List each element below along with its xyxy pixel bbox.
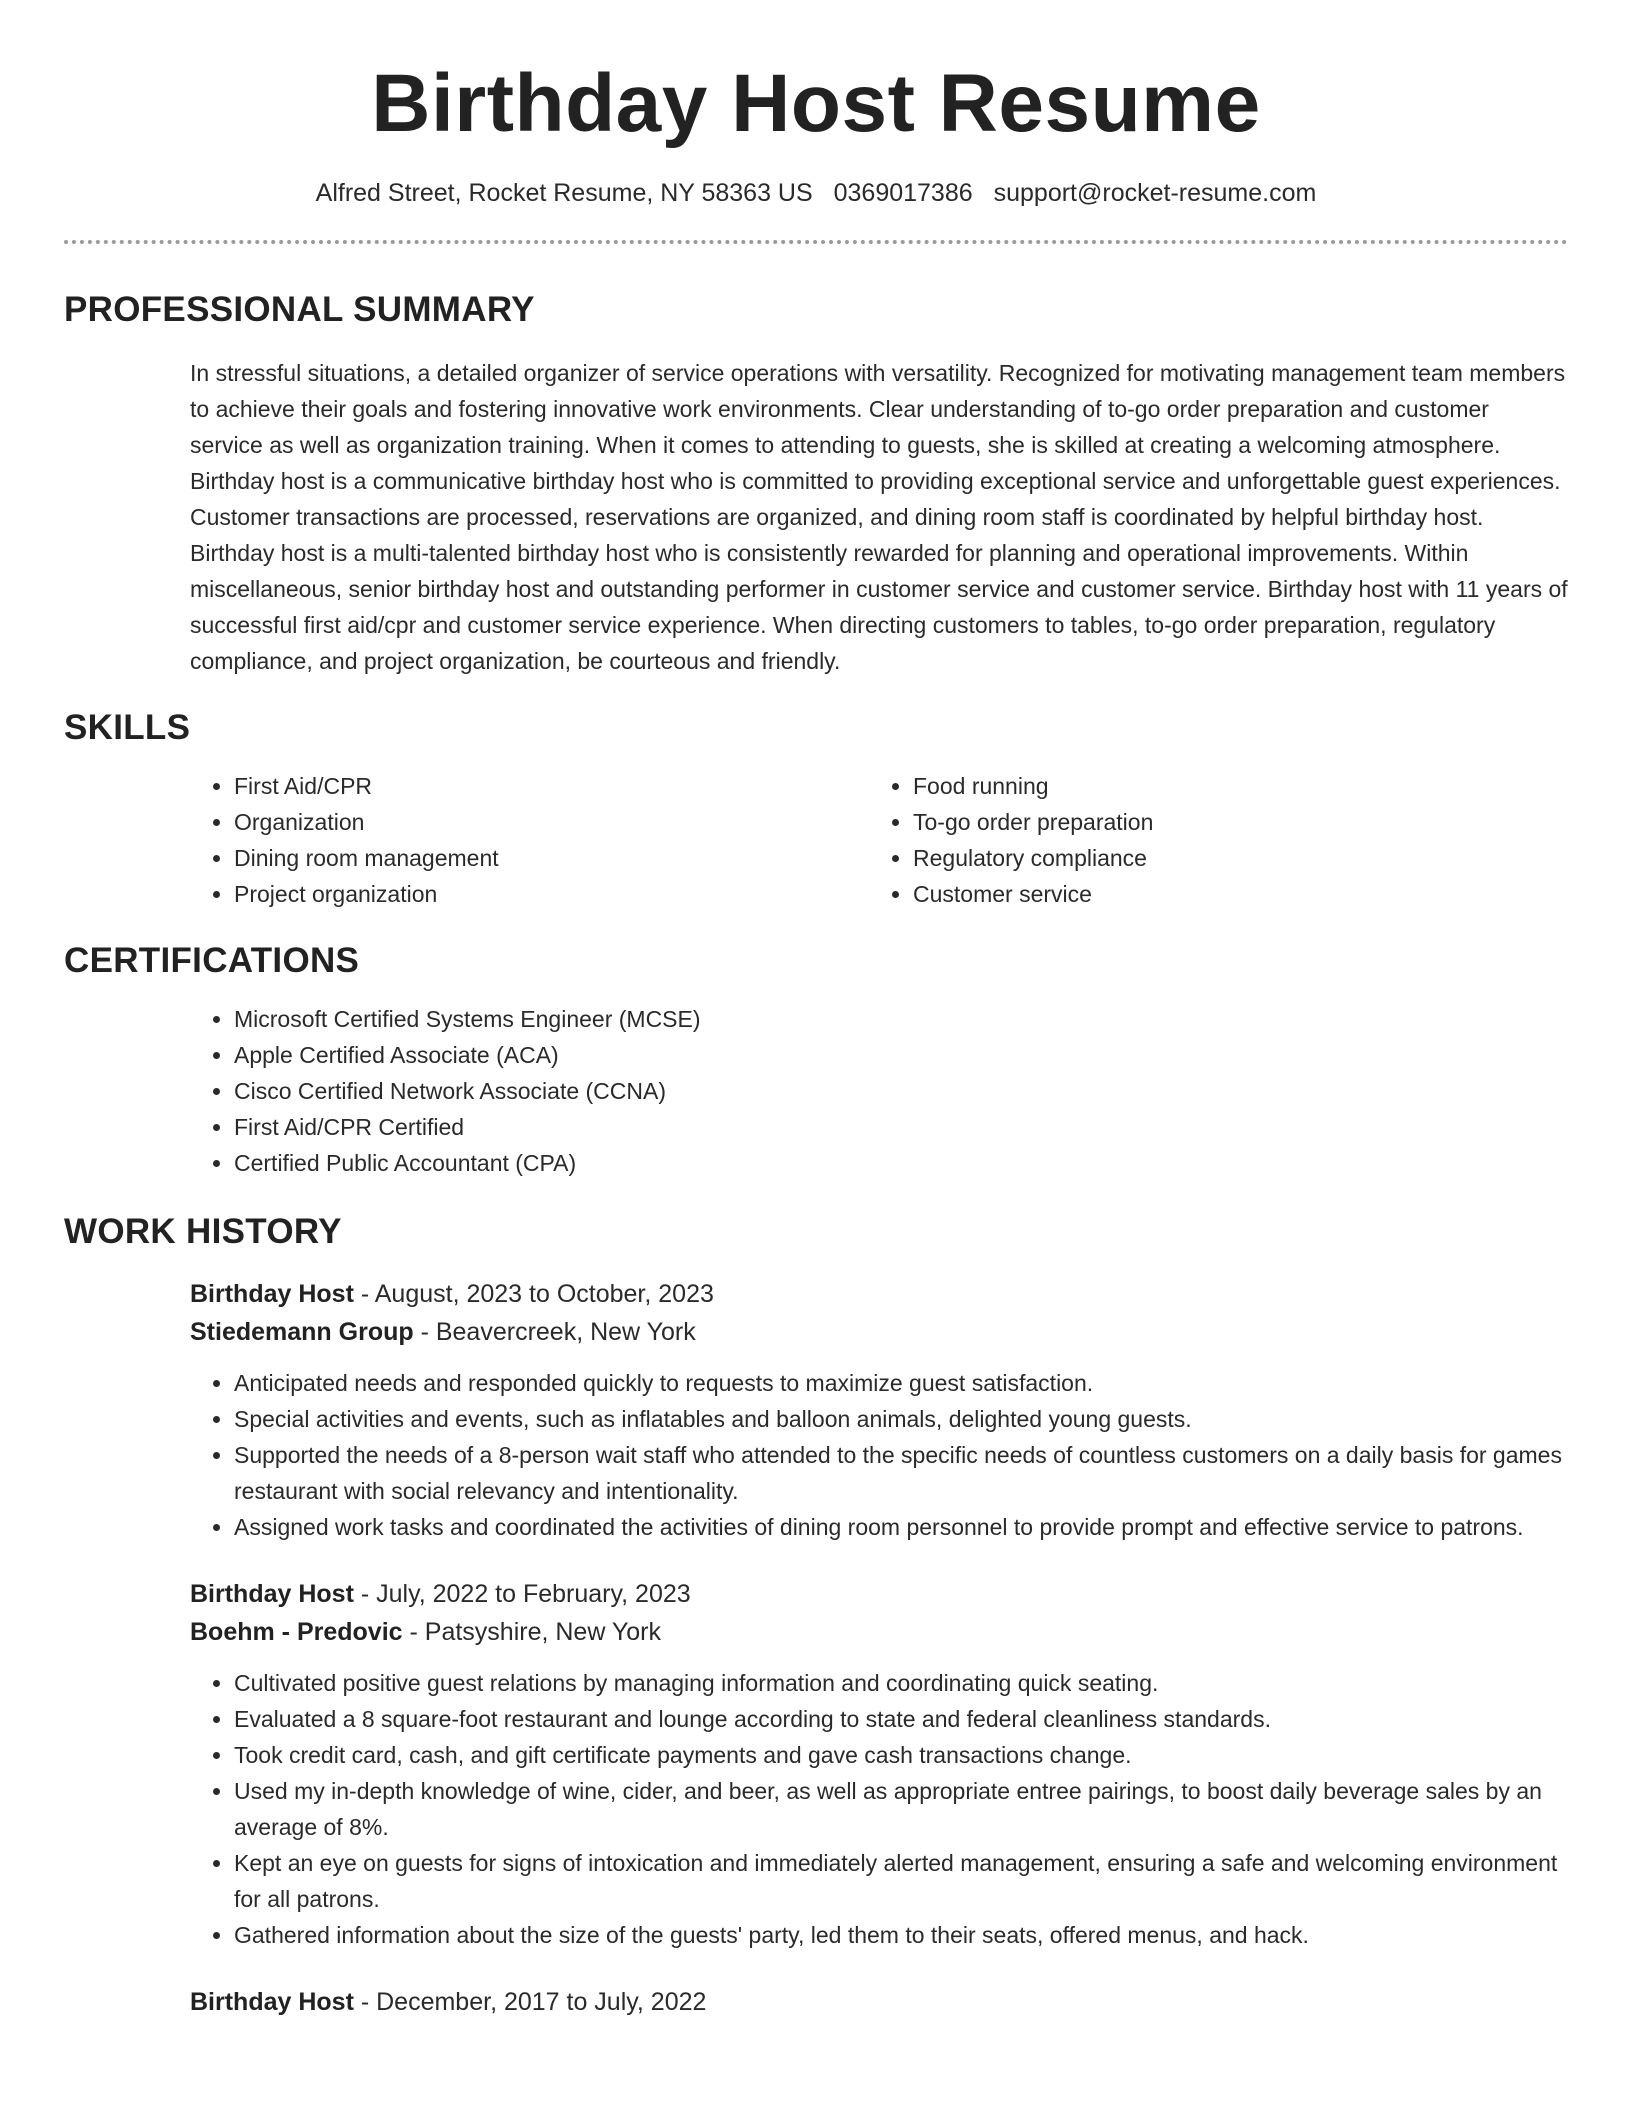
- summary-text: In stressful situations, a detailed organizer of service operations with versatility. Recognized for motivating management team members to achieve their goals and fostering innovative work environments. Clear understanding of to-go order preparation and customer service as well as organization training. When it comes to attending to guests, she is skilled at creating a welcoming atmosphere. Birthday host is a communicative birthday host who is committed to providing exceptional service and unforgettable guest experiences. Customer transactions are processed, reservations are organized, and dining room staff is coordinated by helpful birthday host. Birthday host is a multi-talented birthday host who is consistently rewarded for planning and operational improvements. Within miscellaneous, senior birthday host and outstanding performer in customer service and customer service. Birthday host with 11 years of successful first aid/cpr and customer service experience. When directing customers to tables, to-go order preparation, regulatory compliance, and project organization, be courteous and friendly.: [190, 360, 1568, 674]
- certifications-list: [190, 1001, 1568, 1181]
- section-title-certifications: CERTIFICATIONS: [64, 941, 360, 980]
- job-role: Birthday Host: [190, 1988, 354, 2016]
- contact-email: support@rocket-resume.com: [993, 179, 1317, 207]
- job-role-line: [190, 1275, 1568, 1313]
- job-dates: - August, 2023 to October, 2023: [353, 1280, 714, 1308]
- job-dates: - July, 2022 to February, 2023: [353, 1580, 691, 1608]
- skill-item: • Customer service: [913, 876, 1548, 912]
- resume-title: Birthday Host Resume: [371, 58, 1261, 149]
- job-entry: [190, 1575, 1568, 1953]
- certification-item: • Cisco Certified Network Associate (CCNA): [234, 1073, 1568, 1109]
- job-company: Boehm - Predovic: [190, 1618, 403, 1646]
- job-company: Stiedemann Group: [190, 1318, 414, 1346]
- skill-item: • Organization: [234, 804, 869, 840]
- job-bullet: • Used my in-depth knowledge of wine, cider, and beer, as well as appropriate entree pairings, to boost daily beverage sales by an average of 8%.: [234, 1773, 1568, 1845]
- job-role: Birthday Host: [190, 1280, 354, 1308]
- job-role-line: [190, 1575, 1568, 1613]
- job-bullet: • Took credit card, cash, and gift certificate payments and gave cash transactions change.: [234, 1737, 1568, 1773]
- job-company-line: [190, 1313, 1568, 1351]
- job-dates: - December, 2017 to July, 2022: [353, 1988, 707, 2016]
- job-company-line: [190, 1613, 1568, 1651]
- section-title-work-history: WORK HISTORY: [64, 1212, 342, 1251]
- skill-item: • Dining room management: [234, 840, 869, 876]
- section-title-summary: PROFESSIONAL SUMMARY: [64, 290, 535, 329]
- job-role: Birthday Host: [190, 1580, 354, 1608]
- skill-item: • Regulatory compliance: [913, 840, 1548, 876]
- job-bullet: • Evaluated a 8 square-foot restaurant and lounge according to state and federal cleanliness standards.: [234, 1701, 1568, 1737]
- job-bullet: • Special activities and events, such as inflatables and balloon animals, delighted young guests.: [234, 1401, 1568, 1437]
- job-bullet: • Supported the needs of a 8-person wait staff who attended to the specific needs of countless customers on a daily basis for games restaurant with social relevancy and intentionality.: [234, 1437, 1568, 1509]
- contact-phone: 0369017386: [833, 179, 973, 207]
- certification-item: • Apple Certified Associate (ACA): [234, 1037, 1568, 1073]
- contact-address: Alfred Street, Rocket Resume, NY 58363 US: [315, 179, 813, 207]
- skill-item: • Food running: [913, 768, 1548, 804]
- job-entry: [190, 1983, 1568, 2021]
- skills-columns: [190, 768, 1568, 912]
- header-divider: [64, 240, 1568, 244]
- job-entry: [190, 1275, 1568, 1545]
- contact-line: [64, 178, 1568, 208]
- job-bullet: • Assigned work tasks and coordinated the activities of dining room personnel to provide prompt and effective service to patrons.: [234, 1509, 1568, 1545]
- resume-page: [64, 0, 1568, 2021]
- skill-item: • To-go order preparation: [913, 804, 1548, 840]
- job-bullet: • Anticipated needs and responded quickly to requests to maximize guest satisfaction.: [234, 1365, 1568, 1401]
- skills-list-right: [869, 768, 1548, 912]
- section-title-skills: SKILLS: [64, 708, 191, 747]
- job-bullets: [190, 1365, 1568, 1545]
- job-location: - Patsyshire, New York: [402, 1618, 661, 1646]
- job-bullets: [190, 1665, 1568, 1953]
- certification-item: • Certified Public Accountant (CPA): [234, 1145, 1568, 1181]
- skills-list-left: [190, 768, 869, 912]
- job-bullet: • Cultivated positive guest relations by managing information and coordinating quick seating.: [234, 1665, 1568, 1701]
- job-bullet: • Kept an eye on guests for signs of intoxication and immediately alerted management, ensuring a safe and welcoming environment for all patrons.: [234, 1845, 1568, 1917]
- skill-item: • First Aid/CPR: [234, 768, 869, 804]
- job-location: - Beavercreek, New York: [413, 1318, 696, 1346]
- job-role-line: [190, 1983, 1568, 2021]
- certification-item: • First Aid/CPR Certified: [234, 1109, 1568, 1145]
- certification-item: • Microsoft Certified Systems Engineer (MCSE): [234, 1001, 1568, 1037]
- skill-item: • Project organization: [234, 876, 869, 912]
- job-bullet: • Gathered information about the size of the guests' party, led them to their seats, offered menus, and hack.: [234, 1917, 1568, 1953]
